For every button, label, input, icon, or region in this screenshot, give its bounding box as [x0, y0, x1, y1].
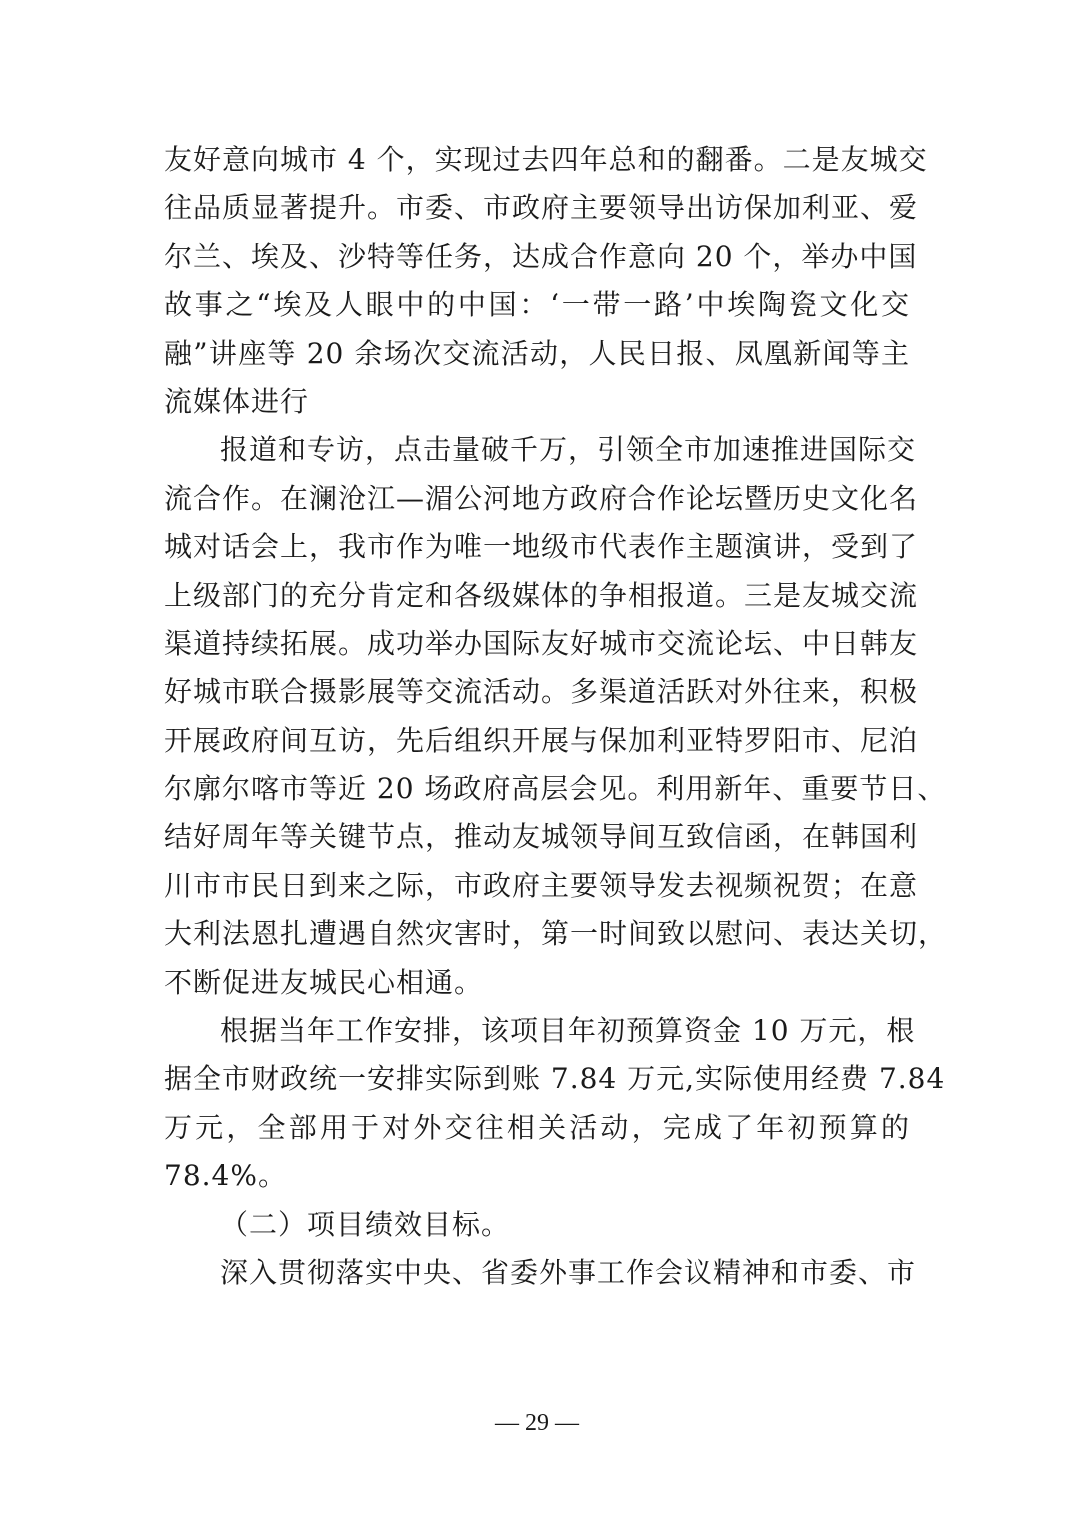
text-line: 大利法恩扎遭遇自然灾害时，第一时间致以慰问、表达关切， [164, 917, 948, 951]
text-line: 尔廓尔喀市等近 20 场政府高层会见。利用新年、重要节日、 [164, 772, 947, 806]
text-line: 友好意向城市 4 个，实现过去四年总和的翻番。二是友城交 [164, 143, 928, 176]
text-line: 城对话会上，我市作为唯一地级市代表作主题演讲，受到了 [164, 530, 919, 564]
text-line: 流媒体进行 [164, 384, 310, 418]
text-line: 据全市财政统一安排实际到账 7.84 万元,实际使用经费 7.84 [164, 1062, 946, 1096]
page-number: — 29 — [495, 1410, 579, 1436]
text-line: 结好周年等关键节点，推动友城领导间互致信函，在韩国利 [164, 820, 919, 854]
text-line: 渠道持续拓展。成功举办国际友好城市交流论坛、中日韩友 [164, 626, 919, 660]
text-line: 万元，全部用于对外交往相关活动，完成了年初预算的 [164, 1110, 910, 1144]
text-line: 往品质显著提升。市委、市政府主要领导出访保加利亚、爱 [164, 191, 919, 225]
text-line: 深入贯彻落实中央、省委外事工作会议精神和市委、市 [220, 1255, 917, 1289]
text-line: 好城市联合摄影展等交流活动。多渠道活跃对外往来，积极 [164, 675, 919, 709]
text-line: 开展政府间互访，先后组织开展与保加利亚特罗阳市、尼泊 [164, 723, 919, 757]
text-line: 报道和专访，点击量破千万，引领全市加速推进国际交 [220, 433, 917, 467]
text-line: 融”讲座等 20 余场次交流活动，人民日报、凤凰新闻等主 [164, 336, 910, 370]
text-line: （二）项目绩效目标。 [220, 1207, 511, 1241]
text-line: 78.4%。 [164, 1159, 287, 1193]
text-line: 不断促进友城民心相通。 [164, 965, 484, 999]
text-line: 尔兰、埃及、沙特等任务，达成合作意向 20 个，举办中国 [164, 239, 918, 273]
text-line: 故事之“埃及人眼中的中国：‘一带一路’中埃陶瓷文化交 [164, 288, 910, 322]
document-body [164, 136, 948, 1297]
text-line: 上级部门的充分肯定和各级媒体的争相报道。三是友城交流 [164, 578, 919, 612]
text-line: 川市市民日到来之际，市政府主要领导发去视频祝贺；在意 [164, 868, 919, 902]
text-line: 流合作。在澜沧江—湄公河地方政府合作论坛暨历史文化名 [164, 481, 919, 515]
text-line: 根据当年工作安排，该项目年初预算资金 10 万元，根 [220, 1014, 916, 1048]
